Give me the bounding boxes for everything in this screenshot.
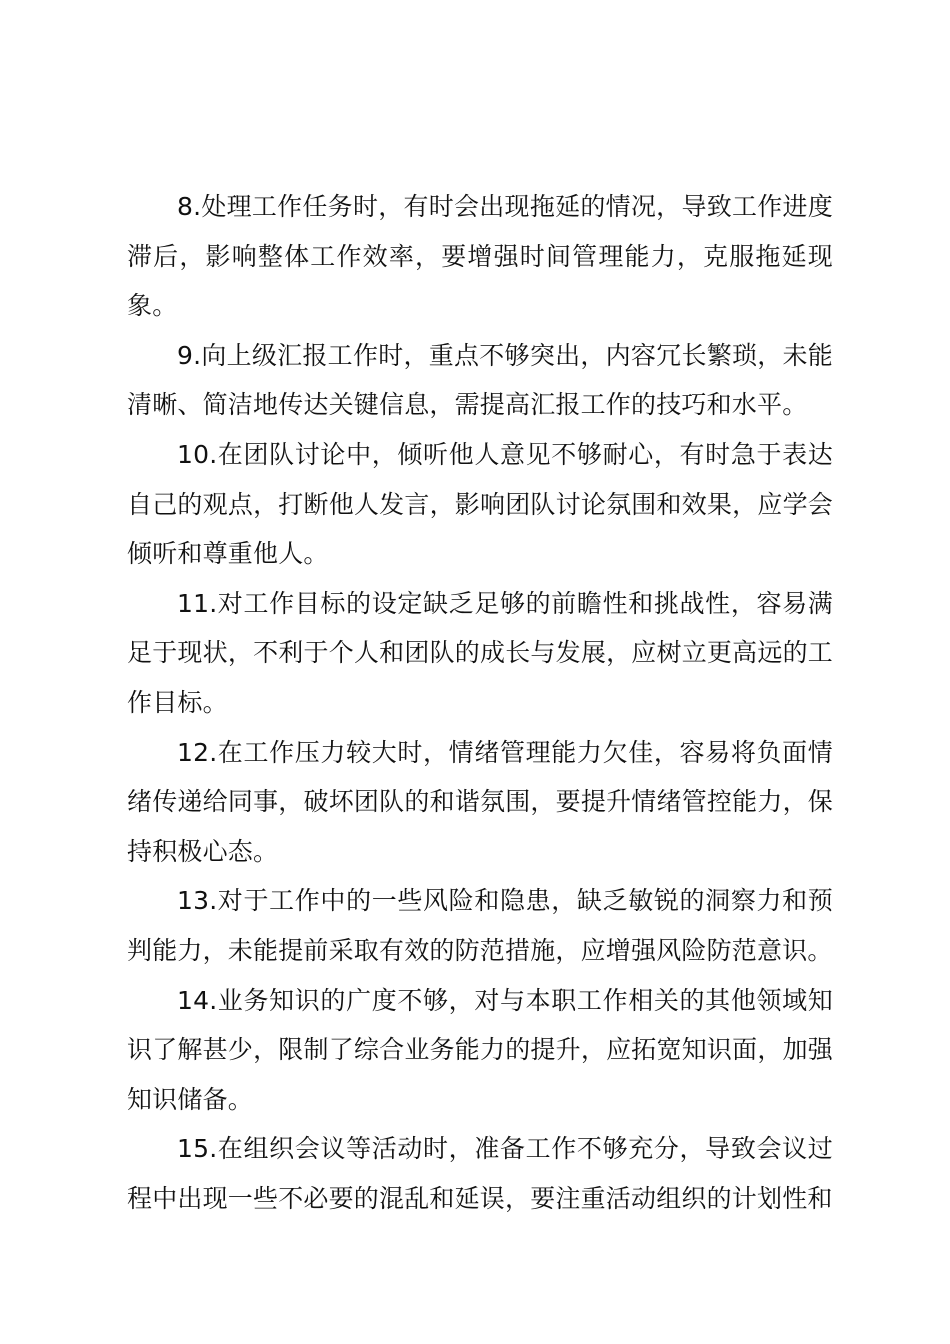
paragraph-item-13: 13.对于工作中的一些风险和隐患，缺乏敏锐的洞察力和预判能力，未能提前采取有效的防范措施，应增强风险防范意识。 [127,886,833,965]
paragraph-item-11: 11.对工作目标的设定缺乏足够的前瞻性和挑战性，容易满足于现状，不利于个人和团队的成长与发展，应树立更高远的工作目标。 [127,588,833,717]
paragraph-item-8: 8.处理工作任务时，有时会出现拖延的情况，导致工作进度滞后，影响整体工作效率，要增强时间管理能力，克服拖延现象。 [127,192,833,321]
paragraph-item-12: 12.在工作压力较大时，情绪管理能力欠佳，容易将负面情绪传递给同事，破坏团队的和谐氛围，要提升情绪管控能力，保持积极心态。 [127,737,833,866]
document-body [127,182,833,1223]
paragraph-item-9: 9.向上级汇报工作时，重点不够突出，内容冗长繁琐，未能清晰、简洁地传达关键信息，需提高汇报工作的技巧和水平。 [127,340,833,420]
paragraph-item-15: 15.在组织会议等活动时，准备工作不够充分，导致会议过程中出现一些不必要的混乱和延误，要注重活动组织的计划性和 [127,1134,833,1213]
paragraph-item-14: 14.业务知识的广度不够，对与本职工作相关的其他领域知识了解甚少，限制了综合业务能力的提升，应拓宽知识面，加强知识储备。 [127,985,833,1114]
paragraph-item-10: 10.在团队讨论中，倾听他人意见不够耐心，有时急于表达自己的观点，打断他人发言，影响团队讨论氛围和效果，应学会倾听和尊重他人。 [127,439,833,569]
